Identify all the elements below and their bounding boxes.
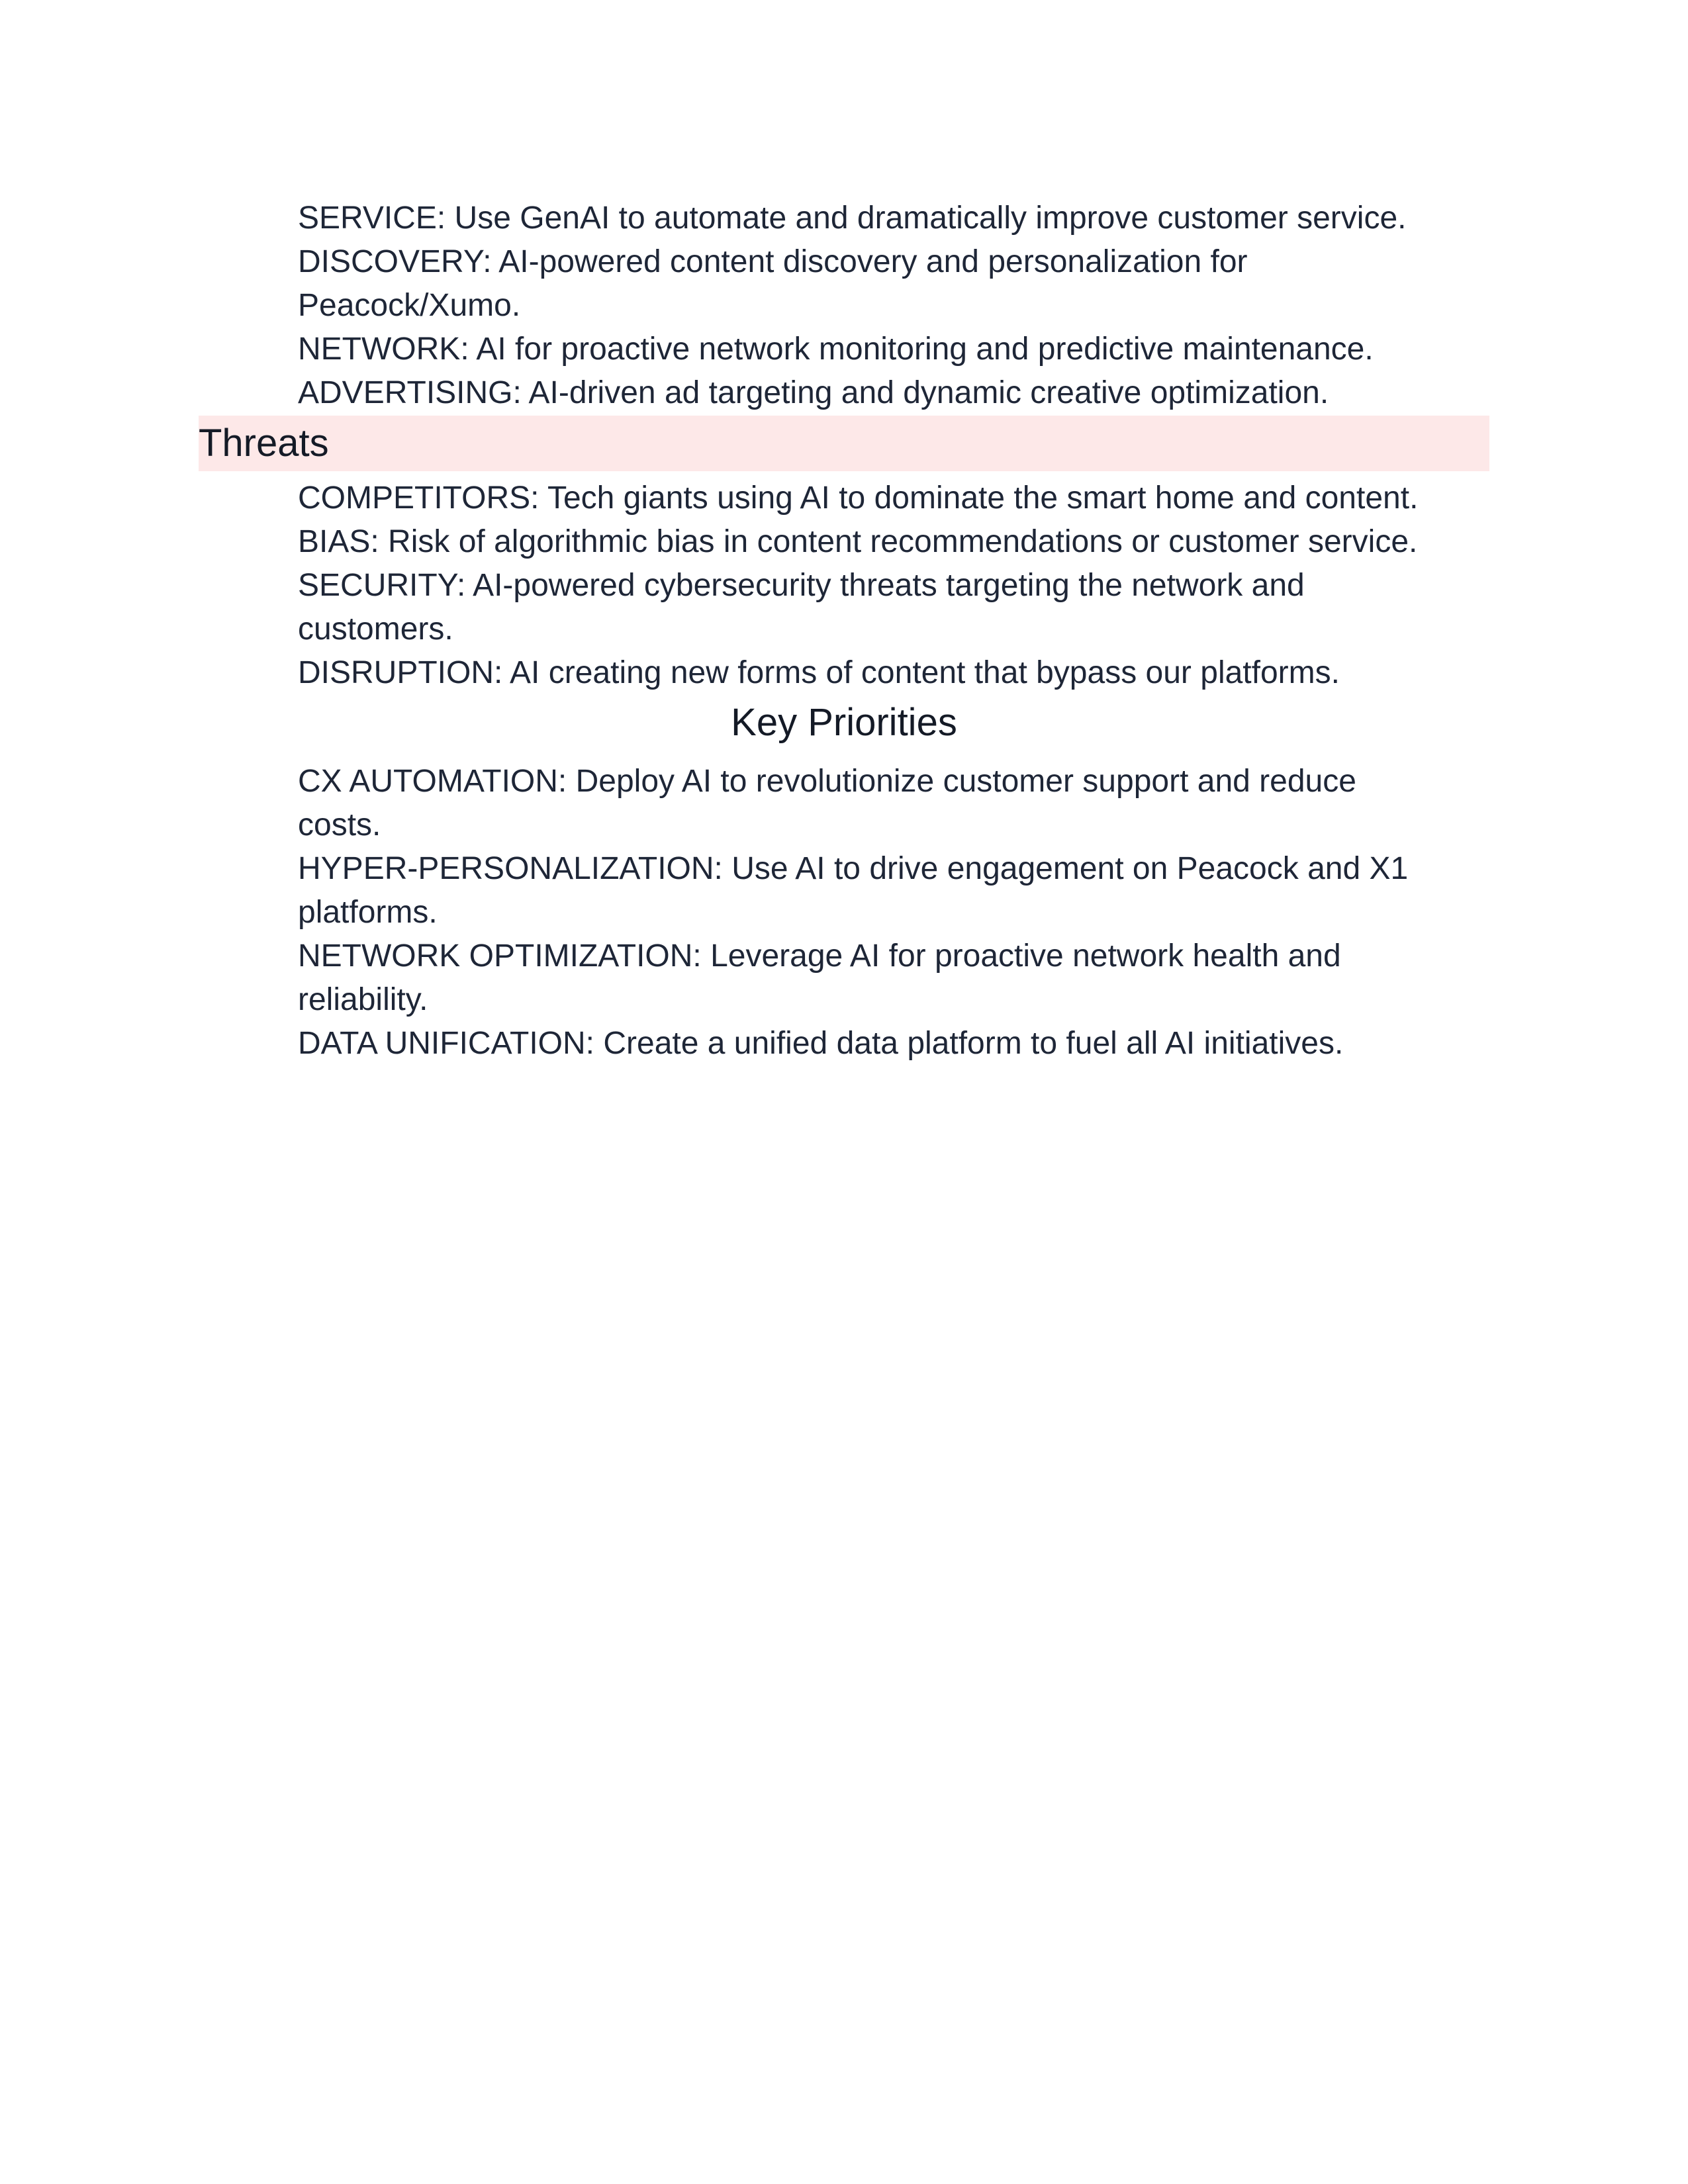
key-priorities-heading: Key Priorities <box>731 701 957 744</box>
list-item: NETWORK OPTIMIZATION: Leverage AI for proactive network health and reliability. <box>298 938 1341 1017</box>
list-item: CX AUTOMATION: Deploy AI to revolutionize customer support and reduce costs. <box>298 764 1356 842</box>
list-item: SERVICE: Use GenAI to automate and dramatically improve customer service. <box>298 201 1407 236</box>
threats-list <box>298 477 1489 695</box>
list-item: COMPETITORS: Tech giants using AI to dominate the smart home and content. <box>298 480 1419 516</box>
threats-heading: Threats <box>199 422 329 465</box>
list-item: BIAS: Risk of algorithmic bias in content recommendations or customer service. <box>298 524 1418 559</box>
list-item: HYPER-PERSONALIZATION: Use AI to drive engagement on Peacock and X1 platforms. <box>298 851 1409 930</box>
key-priorities-list <box>298 760 1489 1066</box>
list-item: ADVERTISING: AI-driven ad targeting and dynamic creative optimization. <box>298 375 1329 410</box>
threats-heading-highlight <box>199 416 1489 471</box>
list-item: DISCOVERY: AI-powered content discovery and personalization for Peacock/Xumo. <box>298 244 1248 323</box>
list-item: DATA UNIFICATION: Create a unified data platform to fuel all AI initiatives. <box>298 1026 1344 1061</box>
list-item: DISRUPTION: AI creating new forms of content that bypass our platforms. <box>298 655 1340 690</box>
list-item: SECURITY: AI-powered cybersecurity threats targeting the network and customers. <box>298 568 1305 647</box>
opportunities-list <box>298 197 1489 415</box>
list-item: NETWORK: AI for proactive network monitoring and predictive maintenance. <box>298 332 1374 367</box>
